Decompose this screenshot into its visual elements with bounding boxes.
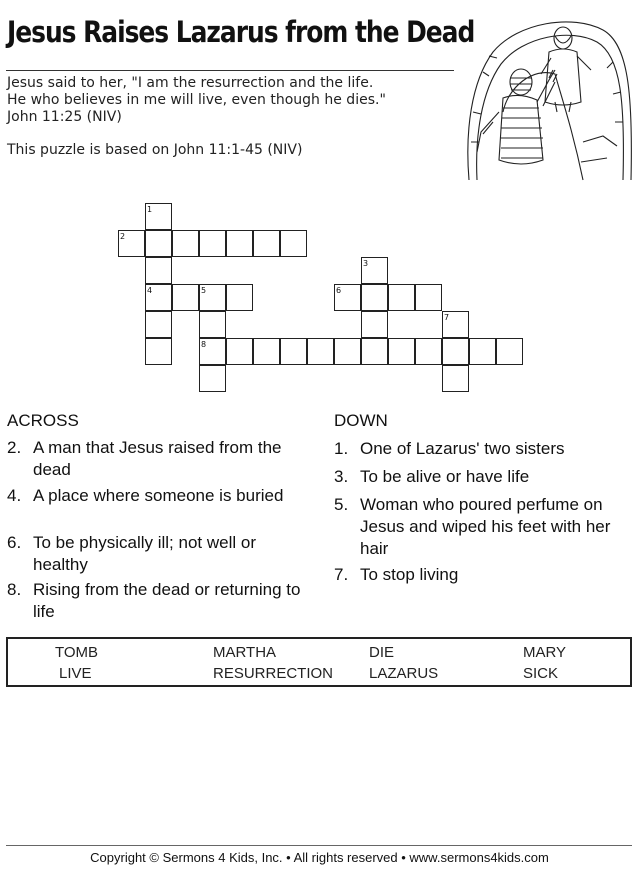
crossword-cell[interactable] [145, 203, 172, 230]
clue-number: 2 [120, 232, 126, 241]
crossword-cell[interactable] [442, 311, 469, 338]
crossword-cell[interactable] [226, 338, 253, 365]
clue-across [7, 579, 307, 623]
clue-number-label: 5. [334, 495, 349, 514]
clue-number-label: 7. [334, 565, 349, 584]
clue-number: 3 [363, 259, 369, 268]
crossword-cell[interactable] [280, 338, 307, 365]
crossword-cell[interactable] [442, 365, 469, 392]
word-bank-item: RESURRECTION [213, 665, 334, 682]
crossword-cell[interactable] [118, 230, 145, 257]
crossword-cell[interactable] [199, 365, 226, 392]
crossword-cell[interactable] [145, 311, 172, 338]
crossword-cell[interactable] [334, 284, 361, 311]
crossword-cell[interactable] [172, 230, 199, 257]
crossword-cell[interactable] [361, 284, 388, 311]
crossword-cell[interactable] [388, 338, 415, 365]
clue-number: 4 [147, 286, 153, 295]
word-bank [6, 637, 632, 687]
down-heading: DOWN [334, 411, 388, 430]
clue-number: 8 [201, 340, 207, 349]
clue-text: A place where someone is buried [33, 486, 284, 505]
clue-text: Rising from the dead or returning to life [33, 580, 301, 621]
crossword-cell[interactable] [334, 338, 361, 365]
crossword-cell[interactable] [415, 338, 442, 365]
clue-number-label: 4. [7, 486, 22, 505]
crossword-cell[interactable] [361, 338, 388, 365]
crossword-cell[interactable] [226, 230, 253, 257]
crossword-cell[interactable] [172, 284, 199, 311]
crossword-cell[interactable] [361, 311, 388, 338]
clue-number-label: 8. [7, 580, 22, 599]
clue-down [334, 466, 634, 488]
crossword-cell[interactable] [253, 230, 280, 257]
word-bank-item: DIE [369, 644, 395, 661]
word-bank-item: LIVE [59, 665, 92, 682]
clue-across [7, 485, 307, 507]
clue-number: 6 [336, 286, 342, 295]
crossword-cell[interactable] [145, 257, 172, 284]
clue-number: 5 [201, 286, 207, 295]
crossword-cell[interactable] [199, 284, 226, 311]
clue-across [7, 532, 307, 576]
footer-divider [6, 845, 632, 846]
word-bank-item: SICK [523, 665, 559, 682]
crossword-cell[interactable] [388, 284, 415, 311]
across-heading: ACROSS [7, 411, 79, 430]
verse-line: Jesus said to her, "I am the resurrection and the life. [7, 75, 374, 91]
clue-text: To be physically ill; not well or healthy [33, 533, 256, 574]
lazarus-tomb-illustration-icon [463, 12, 633, 184]
scripture-verse [7, 75, 457, 126]
crossword-cell[interactable] [280, 230, 307, 257]
clue-number: 1 [147, 205, 153, 214]
crossword-cell[interactable] [145, 284, 172, 311]
clue-across [7, 437, 307, 481]
crossword-cell[interactable] [145, 338, 172, 365]
clue-text: Woman who poured perfume on Jesus and wiped his feet with her hair [360, 495, 611, 558]
crossword-cell[interactable] [415, 284, 442, 311]
verse-reference: John 11:25 (NIV) [7, 109, 122, 125]
clue-text: To be alive or have life [360, 467, 530, 486]
page-title: Jesus Raises Lazarus from the Dead [7, 15, 475, 49]
crossword-cell[interactable] [145, 230, 172, 257]
puzzle-source-note: This puzzle is based on John 11:1-45 (NIV) [7, 142, 303, 158]
clue-text: One of Lazarus' two sisters [360, 439, 565, 458]
word-bank-item: MARY [523, 644, 567, 661]
title-divider [6, 70, 454, 71]
crossword-cell[interactable] [442, 338, 469, 365]
crossword-cell[interactable] [469, 338, 496, 365]
crossword-cell[interactable] [226, 284, 253, 311]
clue-text: To stop living [360, 565, 459, 584]
clue-down [334, 494, 634, 560]
clue-number-label: 3. [334, 467, 349, 486]
clue-number-label: 6. [7, 533, 22, 552]
word-bank-item: LAZARUS [369, 665, 439, 682]
word-bank-item: MARTHA [213, 644, 277, 661]
clue-number-label: 1. [334, 439, 349, 458]
clue-number-label: 2. [7, 438, 22, 457]
crossword-cell[interactable] [307, 338, 334, 365]
verse-line: He who believes in me will live, even though he dies." [7, 92, 386, 108]
copyright-footer: Copyright © Sermons 4 Kids, Inc. • All rights reserved • www.sermons4kids.com [90, 850, 549, 865]
crossword-cell[interactable] [199, 338, 226, 365]
clue-down [334, 564, 634, 586]
crossword-cell[interactable] [199, 230, 226, 257]
crossword-cell[interactable] [361, 257, 388, 284]
crossword-cell[interactable] [496, 338, 523, 365]
word-bank-item: TOMB [55, 644, 99, 661]
clue-text: A man that Jesus raised from the dead [33, 438, 282, 479]
clue-number: 7 [444, 313, 450, 322]
clue-down [334, 438, 634, 460]
crossword-cell[interactable] [253, 338, 280, 365]
crossword-cell[interactable] [199, 311, 226, 338]
